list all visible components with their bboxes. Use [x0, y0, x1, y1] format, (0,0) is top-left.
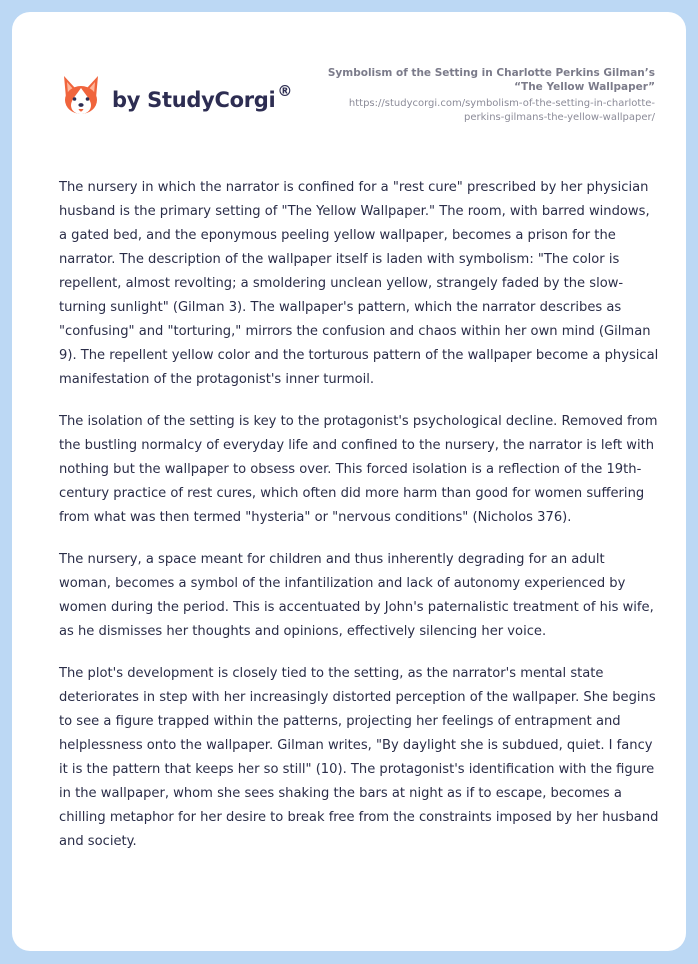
registered-mark: ® — [277, 82, 293, 100]
paragraph: The nursery in which the narrator is confined for a "rest cure" prescribed by her physician husband is the primary setting of "The Yellow Wallpaper." The room, with barred windows, a gated bed, and the eponymous peeling yellow wallpaper, becomes a prison for the narrator. The description of the wallpaper itself is laden with symbolism: "The color is repellent, almost revolting; a smoldering unclean yellow, strangely faded by the slow-turning sunlight" (Gilman 3). The wallpaper's pattern, which the narrator describes as "confusing" and "torturing," mirrors the confusion and chaos within her own mind (Gilman 9). The repellent yellow color and the torturous pattern of the wallpaper become a physical manifestation of the protagonist's inner turmoil. — [59, 180, 659, 387]
document-url[interactable]: https://studycorgi.com/symbolism-of-the-setting-in-charlotte- perkins-gilmans-the-yellow-wallpaper/ — [348, 98, 655, 123]
paragraph: The plot's development is closely tied to the setting, as the narrator's mental state deteriorates in step with her increasingly distorted perception of the wallpaper. She begins to see a figure trapped within the patterns, projecting her feelings of entrapment and helplessness onto the wallpaper. Gilman writes, "By daylight she is subdued, quiet. I fancy it is the pattern that keeps her so still" (10). The protagonist's identification with the figure in the wallpaper, whom she sees shaking the bars at night as if to escape, becomes a chilling metaphor for her desire to break free from the constraints imposed by her husband and society. — [59, 666, 659, 849]
corgi-head-icon — [60, 74, 102, 118]
paragraph: The isolation of the setting is key to the protagonist's psychological decline. Removed from the bustling normalcy of everyday life and confined to the nursery, the narrator is left with nothing but the wallpaper to obsess over. This forced isolation is a reflection of the 19th-century practice of rest cures, which often did more harm than good for women suffering from what was then termed "hysteria" or "nervous conditions" (Nicholos 376). — [59, 414, 658, 525]
document-meta — [305, 66, 655, 125]
studycorgi-logo[interactable] — [60, 74, 292, 118]
document-page — [12, 12, 686, 951]
essay-body — [59, 176, 659, 872]
document-title: Symbolism of the Setting in Charlotte Perkins Gilman’s “The Yellow Wallpaper” — [327, 67, 655, 93]
paragraph: The nursery, a space meant for children and thus inherently degrading for an adult woman, becomes a symbol of the infantilization and lack of autonomy experienced by women during the period. This is accentuated by John's paternalistic treatment of his wife, as he dismisses her thoughts and opinions, effectively silencing her voice. — [59, 552, 654, 639]
brand-name: by StudyCorgi ® — [112, 82, 293, 112]
